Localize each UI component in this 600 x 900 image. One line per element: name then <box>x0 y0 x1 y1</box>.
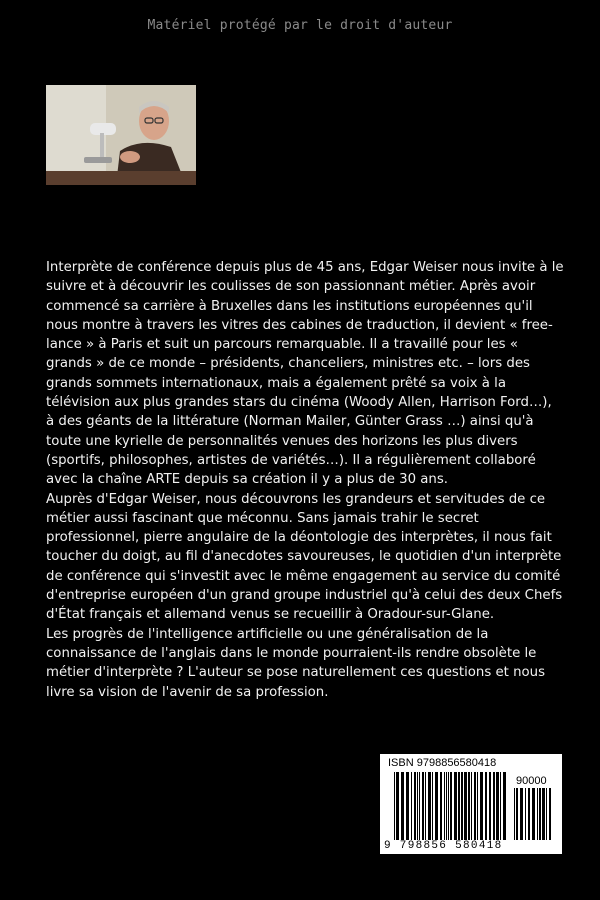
isbn-barcode <box>380 754 562 854</box>
blurb-paragraph: Interprète de conférence depuis plus de 45 ans, Edgar Weiser nous invite à le suivre et à découvrir les coulisses de son passionnant métier. Après avoir commencé sa carrière à Bruxelles dans les institutions européennes qu'il nous montre à travers les vitres des cabines de traduction, il devient « free-lance » à Paris et suit un parcours remarquable. Il a travaillé pour les « grands » de ce monde – présidents, chanceliers, ministres etc. – lors des grands sommets internationaux, mais a également prêté sa voix à la télévision aux plus grandes stars du cinéma (Woody Allen, Harrison Ford…), à des géants de la littérature (Norman Mailer, Günter Grass …) ainsi qu'à toute une kyrielle de personnalités venues des horizons les plus divers (sportifs, philosophes, artistes de variétés…). Il a régulièrement collaboré avec la chaîne ARTE depuis sa création il y a plus de 30 ans. <box>46 260 564 488</box>
barcode-digits: 9 798856 580418 <box>384 840 503 852</box>
back-cover-text <box>46 258 564 702</box>
blurb-paragraph: Auprès d'Edgar Weiser, nous découvrons les grandeurs et servitudes de ce métier aussi fascinant que méconnu. Sans jamais trahir le secret professionnel, pierre angulaire de la déontologie des interprètes, il nous fait toucher du doigt, au fil d'anecdotes savoureuses, le quotidien d'un interprète de conférence qui s'investit avec le même engagement au service du comité d'entreprise européen d'un grand groupe industriel qu'à celui des deux Chefs d'État français et allemand venus se recueillir à Oradour-sur-Glane. <box>46 491 563 623</box>
barcode-bars <box>394 772 506 840</box>
author-photo <box>46 85 196 185</box>
addon-barcode-bars <box>514 788 554 840</box>
copyright-watermark-top: Matériel protégé par le droit d'auteur <box>147 18 453 33</box>
price-code: 90000 <box>516 775 547 787</box>
isbn-label: ISBN 9798856580418 <box>388 757 497 769</box>
blurb-paragraph: Les progrès de l'intelligence artificielle ou une généralisation de la connaissance de l'anglais dans le monde pourraient-ils rendre obsolète le métier d'interprète ? L'auteur se pose naturellement ces questions et nous livre sa vision de l'avenir de sa profession. <box>46 626 546 700</box>
